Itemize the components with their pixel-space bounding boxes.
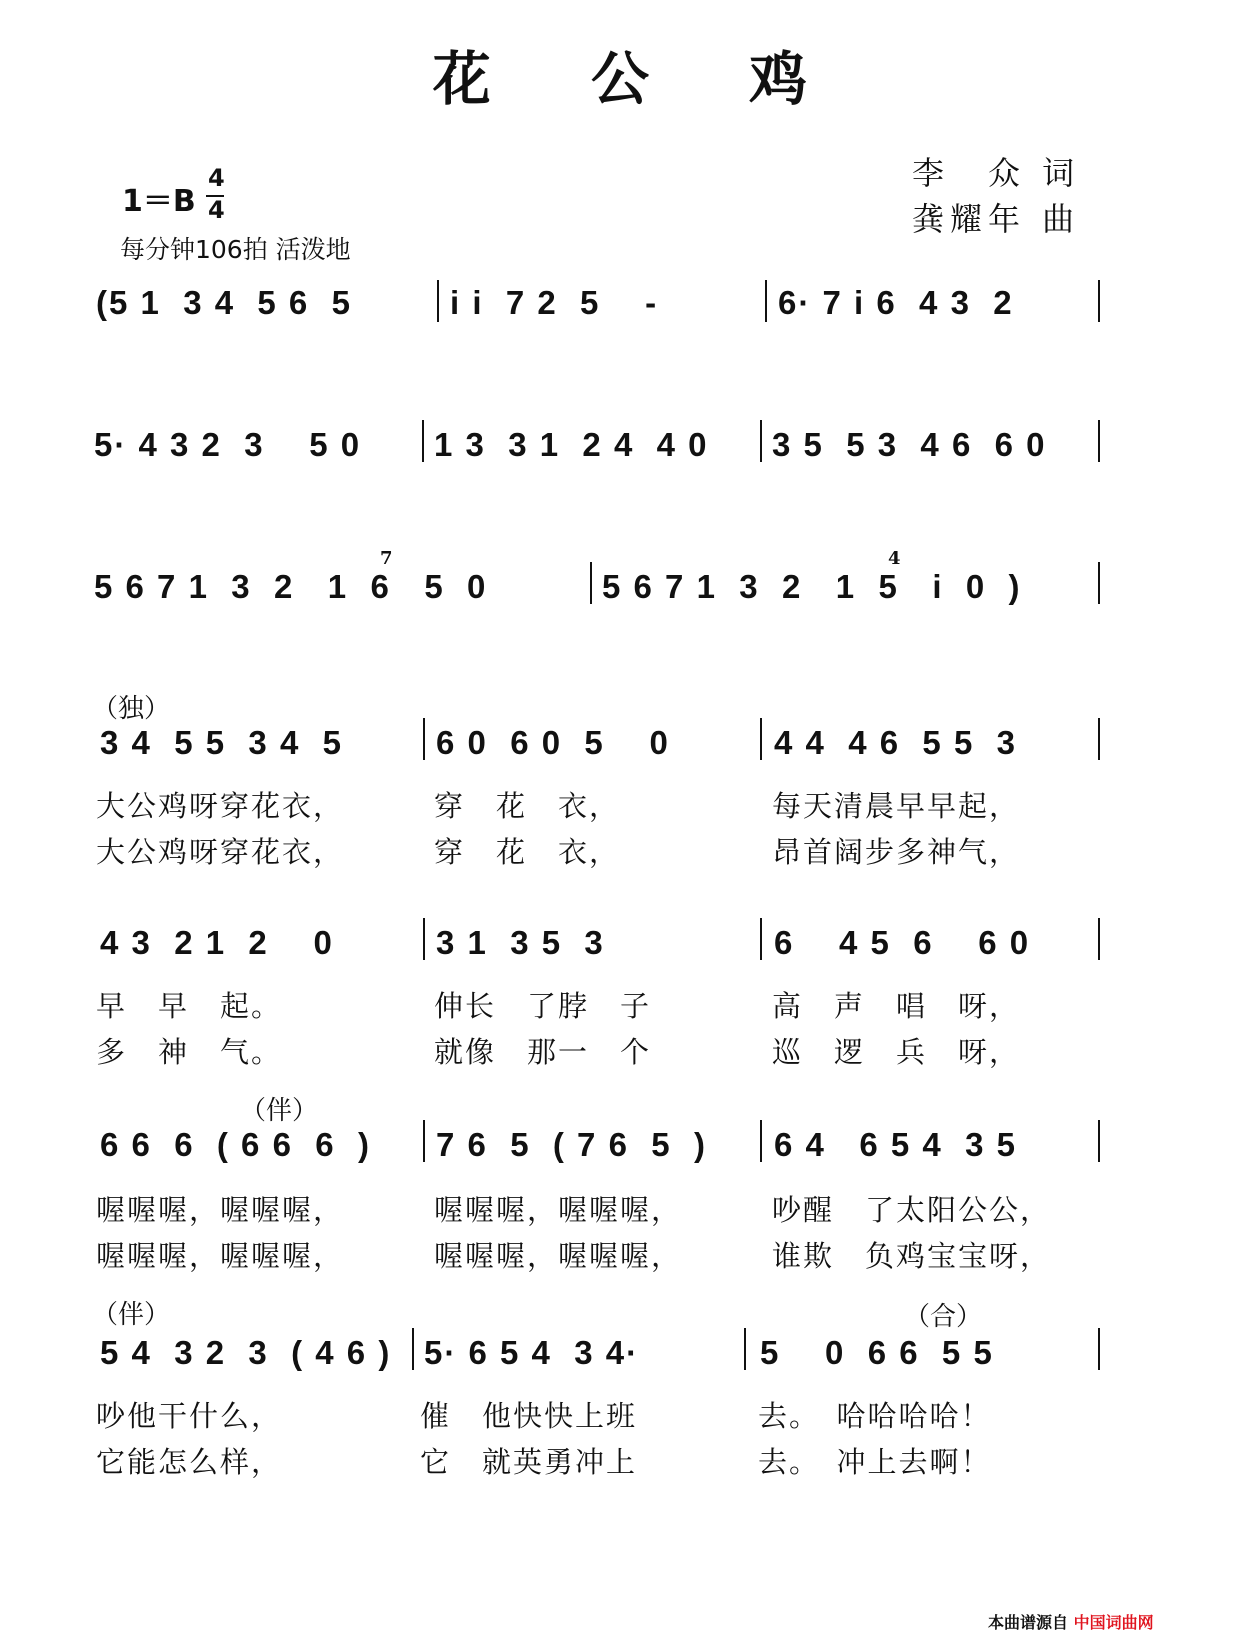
lyric-verse2: 昂首阔步多神气， [772, 835, 1021, 869]
barline [1098, 280, 1100, 322]
barline [760, 918, 762, 960]
time-signature-top: 4 [208, 164, 225, 192]
notes-system1-bar1: (5 1 3 4 5 6 5 [96, 284, 352, 321]
notes-system7-bar2: 5· 6 5 4 3 4· [424, 1334, 640, 1371]
lyric-verse2: 巡 逻 兵 呀， [772, 1035, 1021, 1069]
barline [760, 420, 762, 462]
barline [423, 718, 425, 760]
lyric-verse2: 穿 花 衣， [434, 835, 621, 869]
lyric-verse2: 多 神 气。 [96, 1035, 283, 1069]
barline [1098, 1328, 1100, 1370]
lyric-verse1: 吵他干什么， [96, 1399, 283, 1433]
source-site-link[interactable]: 中国词曲网 [1073, 1613, 1154, 1632]
lyric-verse1: 大公鸡呀穿花衣， [96, 789, 345, 823]
barline [1098, 1120, 1100, 1162]
notes-system5-bar2: 3 1 3 5 3 [436, 924, 605, 961]
notes-system6-bar1: 6 6 6 ( 6 6 6 ) [100, 1126, 371, 1163]
tempo-marking: 每分钟106拍 活泼地 [120, 235, 351, 264]
notes-system6-bar2: 7 6 5 ( 7 6 5 ) [436, 1126, 707, 1163]
source-footer [988, 1610, 1154, 1633]
notes-system2-bar1: 5· 4 3 2 3 5 0 [94, 426, 362, 463]
grace-note: 4 [888, 548, 901, 569]
barline [422, 420, 424, 462]
notes-system3-bar1: 5 6 7 1 3 2 1 6 5 0 [94, 568, 488, 605]
notes-system4-bar3: 4 4 4 6 5 5 3 [774, 724, 1017, 761]
barline [412, 1328, 414, 1370]
solo-label: （独） [92, 694, 171, 724]
source-prefix: 本曲谱源自 [988, 1613, 1069, 1632]
barline [760, 718, 762, 760]
barline [744, 1328, 746, 1370]
lyric-verse1: 喔喔喔，喔喔喔， [96, 1193, 345, 1227]
lyric-verse2: 它能怎么样， [96, 1445, 283, 1479]
notes-system2-bar2: 1 3 3 1 2 4 4 0 [434, 426, 709, 463]
barline [423, 1120, 425, 1162]
lyric-verse1: 催 他快快上班 [420, 1399, 638, 1433]
lyric-verse1: 每天清晨早早起， [772, 789, 1021, 823]
lyric-verse1: 喔喔喔，喔喔喔， [434, 1193, 683, 1227]
barline [437, 280, 439, 322]
lyric-verse2: 就像 那一 个 [434, 1035, 652, 1069]
accompaniment-label: （伴） [240, 1096, 319, 1126]
lyric-verse1: 高 声 唱 呀， [772, 989, 1021, 1023]
notes-system7-bar1: 5 4 3 2 3 ( 4 6 ) [100, 1334, 392, 1371]
accompaniment-label: （伴） [92, 1300, 171, 1330]
time-signature-bottom: 4 [208, 196, 225, 224]
lyric-verse2: 谁欺 负鸡宝宝呀， [772, 1239, 1052, 1273]
lyric-verse1: 穿 花 衣， [434, 789, 621, 823]
barline [1098, 420, 1100, 462]
barline [1098, 562, 1100, 604]
page-title: 花 公 鸡 [432, 45, 848, 113]
lyric-verse2: 它 就英勇冲上 [420, 1445, 638, 1479]
lyric-verse1: 去。 哈哈哈哈！ [758, 1399, 992, 1433]
lyric-verse2: 喔喔喔，喔喔喔， [96, 1239, 345, 1273]
notes-system6-bar3: 6 4 6 5 4 3 5 [774, 1126, 1017, 1163]
notes-system3-bar2: 5 6 7 1 3 2 1 5 i 0 ) [602, 568, 1022, 605]
lyric-verse2: 大公鸡呀穿花衣， [96, 835, 345, 869]
notes-system2-bar3: 3 5 5 3 4 6 6 0 [772, 426, 1047, 463]
notes-system1-bar2: i i 7 2 5 - [450, 284, 659, 321]
lyricist-credit: 李 众 词 [912, 154, 1081, 192]
notes-system5-bar1: 4 3 2 1 2 0 [100, 924, 334, 961]
lyric-verse1: 吵醒 了太阳公公， [772, 1193, 1052, 1227]
barline [760, 1120, 762, 1162]
barline [1098, 918, 1100, 960]
barline [590, 562, 592, 604]
lyric-verse1: 早 早 起。 [96, 989, 283, 1023]
barline [1098, 718, 1100, 760]
notes-system7-bar3: 5 0 6 6 5 5 [760, 1334, 994, 1371]
lyric-verse1: 伸长 了脖 子 [434, 989, 652, 1023]
lyric-verse2: 去。 冲上去啊！ [758, 1445, 992, 1479]
chorus-label: （合） [904, 1302, 983, 1332]
composer-credit: 龚耀年 曲 [912, 200, 1081, 238]
notes-system4-bar2: 6 0 6 0 5 0 [436, 724, 670, 761]
notes-system1-bar3: 6· 7 i 6 4 3 2 [778, 284, 1014, 321]
barline [765, 280, 767, 322]
lyric-verse2: 喔喔喔，喔喔喔， [434, 1239, 683, 1273]
grace-note: 7 [380, 548, 393, 569]
barline [423, 918, 425, 960]
key-signature: 1＝B [122, 184, 196, 219]
notes-system4-bar1: 3 4 5 5 3 4 5 [100, 724, 343, 761]
notes-system5-bar3: 6 4 5 6 6 0 [774, 924, 1031, 961]
